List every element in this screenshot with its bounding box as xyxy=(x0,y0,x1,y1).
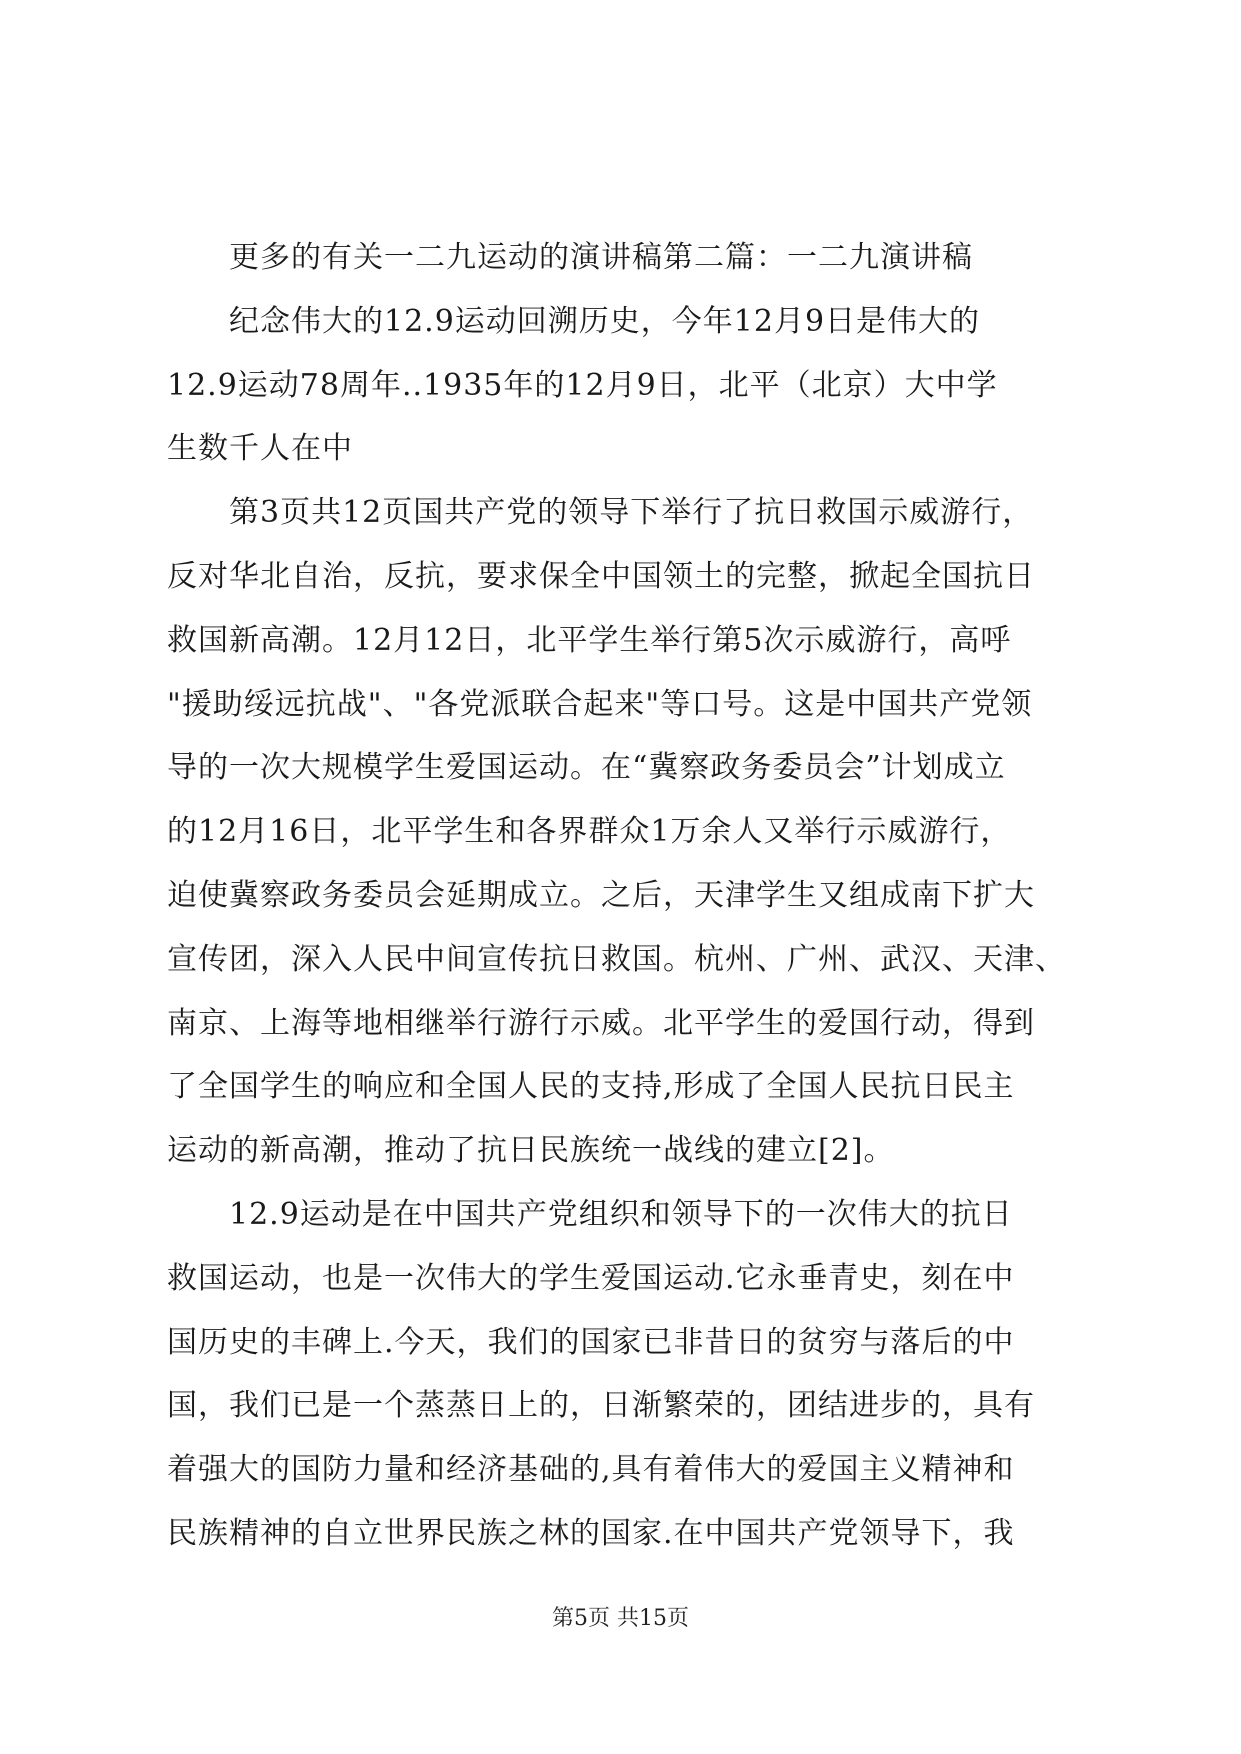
text-line: 国，我们已是一个蒸蒸日上的，日渐繁荣的，团结进步的，具有 xyxy=(167,1388,1035,1424)
page-number-footer: 第5页 共15页 xyxy=(552,1606,689,1631)
text-line: 民族精神的自立世界民族之林的国家.在中国共产党领导下，我 xyxy=(167,1515,1015,1551)
text-line: 更多的有关一二九运动的演讲稿第二篇：一二九演讲稿 xyxy=(167,240,973,275)
text-line: 生数千人在中 xyxy=(167,431,353,467)
text-line: 宣传团，深入人民中间宣传抗日救国。杭州、广州、武汉、天津、 xyxy=(167,941,1066,977)
text-line: 救国运动，也是一次伟大的学生爱国运动.它永垂青史，刻在中 xyxy=(167,1260,1015,1296)
text-line: 12.9运动是在中国共产党组织和领导下的一次伟大的抗日 xyxy=(167,1196,1013,1232)
text-line: 的12月16日，北平学生和各界群众1万余人又举行示威游行， xyxy=(167,814,1012,850)
text-line: 12.9运动78周年..1935年的12月9日，北平（北京）大中学 xyxy=(167,367,998,403)
text-line: 了全国学生的响应和全国人民的支持,形成了全国人民抗日民主 xyxy=(167,1069,1015,1105)
text-line: 国历史的丰碑上.今天，我们的国家已非昔日的贫穷与落后的中 xyxy=(167,1324,1015,1360)
text-line: 第3页共12页国共产党的领导下举行了抗日救国示威游行， xyxy=(167,495,1034,531)
text-line: "援助绥远抗战"、"各党派联合起来"等口号。这是中国共产党领 xyxy=(167,686,1033,722)
text-line: 迫使冀察政务委员会延期成立。之后，天津学生又组成南下扩大 xyxy=(167,877,1035,913)
text-line: 纪念伟大的12.9运动回溯历史，今年12月9日是伟大的 xyxy=(167,303,981,339)
text-line: 救国新高潮。12月12日，北平学生举行第5次示威游行，高呼 xyxy=(167,622,1012,658)
document-body xyxy=(167,226,1077,1566)
text-line: 导的一次大规模学生爱国运动。在“冀察政务委员会”计划成立 xyxy=(167,750,1006,786)
text-line: 着强大的国防力量和经济基础的,具有着伟大的爱国主义精神和 xyxy=(167,1452,1015,1488)
text-line: 南京、上海等地相继举行游行示威。北平学生的爱国行动，得到 xyxy=(167,1005,1035,1041)
text-line: 运动的新高潮，推动了抗日民族统一战线的建立[2]。 xyxy=(167,1133,895,1169)
text-line: 反对华北自治，反抗，要求保全中国领土的完整，掀起全国抗日 xyxy=(167,558,1035,594)
